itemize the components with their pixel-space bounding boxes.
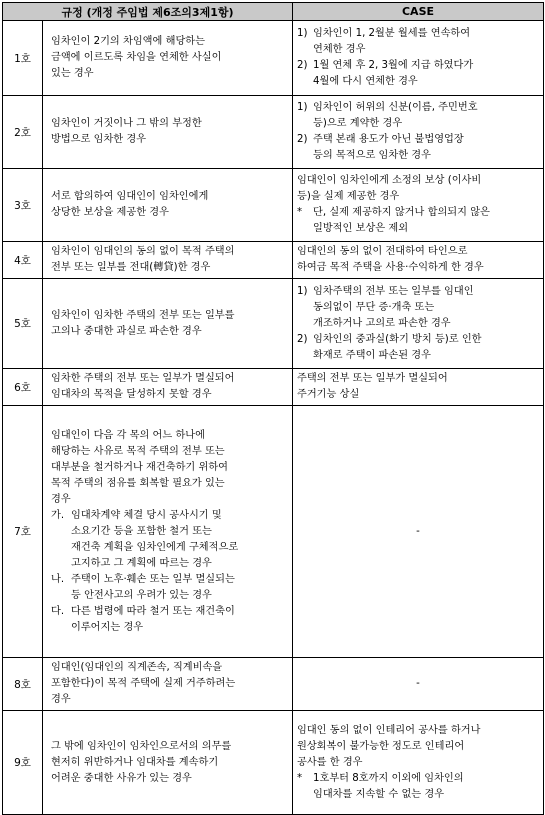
case-line: 등)으로 계약한 경우 (313, 118, 403, 129)
rule-line: 임차인이 임대인의 동의 없이 목적 주택의 (51, 246, 235, 257)
rule-line: 고지하고 그 계획에 따르는 경우 (71, 557, 212, 569)
table-row (3, 711, 544, 815)
rule-line: 목적 주택의 점유를 회복할 필요가 있는 (51, 477, 225, 489)
clause-number: 4호 (3, 242, 43, 279)
case-line: 공사를 한 경우 (297, 756, 363, 768)
case-item (297, 58, 539, 90)
table-row (3, 169, 544, 242)
case-line: 임차인이 허위의 신분(이름, 주민번호 (313, 102, 478, 113)
case-line: 원상회복이 불가능한 정도로 인테리어 (297, 740, 465, 752)
note-marker: * (297, 772, 303, 784)
note-marker: * (297, 207, 303, 218)
clause-number: 9호 (3, 711, 43, 815)
table-row (3, 406, 544, 658)
rule-line: 임차인이 2기의 차임액에 해당하는 (51, 36, 205, 47)
table-row (3, 279, 544, 369)
rule-cell (43, 279, 293, 369)
case-item (297, 332, 539, 364)
clause-number: 7호 (3, 406, 43, 658)
case-line: 4월에 다시 연체한 경우 (313, 76, 418, 87)
note-line: 단, 실제 제공하지 않거나 합의되지 않은 (313, 207, 490, 218)
case-line: 등)을 실제 제공한 경우 (297, 191, 400, 202)
case-cell (293, 279, 544, 369)
rule-line: 이루어지는 경우 (71, 621, 144, 633)
case-note (297, 771, 539, 803)
case-line: 임차주택의 전부 또는 일부를 임대인 (313, 285, 474, 297)
rule-line: 임대차의 목적을 달성하지 못할 경우 (51, 389, 212, 400)
rule-line: 경우 (51, 694, 71, 705)
case-line: 하여금 목적 주택을 사용·수익하게 한 경우 (297, 262, 484, 273)
rule-line: 현저히 위반하거나 임대차를 계속하기 (51, 756, 219, 768)
item-marker: 2) (297, 134, 308, 145)
item-marker: 2) (297, 333, 308, 345)
rule-line: 고의나 중대한 과실로 파손한 경우 (51, 325, 202, 337)
rule-cell (43, 369, 293, 406)
clause-number: 5호 (3, 279, 43, 369)
case-item (297, 132, 539, 164)
rule-cell (43, 406, 293, 658)
rule-line: 등 안전사고의 우려가 있는 경우 (71, 589, 212, 601)
rule-line: 그 밖에 임차인이 임차인으로서의 의무를 (51, 740, 232, 752)
table-row (3, 658, 544, 711)
table-row (3, 369, 544, 406)
rule-line: 임차인이 거짓이나 그 밖의 부정한 (51, 118, 202, 129)
clause-number: 1호 (3, 21, 43, 96)
note-line: 1호부터 8호까지 이외에 임차인의 (313, 772, 464, 784)
case-line: 임대인이 임차인에게 소정의 보상 (이사비 (297, 175, 482, 186)
item-marker: 나. (51, 573, 65, 585)
clause-number: 2호 (3, 96, 43, 169)
rule-cell (43, 169, 293, 242)
header-row (3, 3, 544, 21)
case-line: 화재로 주택이 파손된 경우 (313, 349, 431, 361)
rule-cell (43, 711, 293, 815)
case-item (297, 26, 539, 58)
case-line: 1월 연체 후 2, 3월에 지급 하였다가 (313, 60, 474, 71)
case-line: 주택의 전부 또는 일부가 멸실되어 (297, 373, 448, 384)
table-row (3, 21, 544, 96)
rule-line: 상당한 보상을 제공한 경우 (51, 207, 169, 218)
rule-cell (43, 96, 293, 169)
rule-line: 전부 또는 일부를 전대(轉貸)한 경우 (51, 262, 211, 273)
rule-cell (43, 242, 293, 279)
case-note (297, 205, 539, 237)
rule-line: 방법으로 임차한 경우 (51, 134, 147, 145)
rule-line: 임차한 주택의 전부 또는 일부가 멸실되어 (51, 373, 235, 384)
rule-column-header: 규정 (개정 주임법 제6조의3제1항) (3, 3, 293, 21)
case-line: 주거기능 상실 (297, 389, 360, 400)
rule-subitem (51, 572, 288, 604)
rule-line: 있는 경우 (51, 68, 94, 79)
case-cell (293, 711, 544, 815)
rule-line: 임대차계약 체결 당시 공사시기 및 (71, 509, 222, 521)
rule-cell (43, 21, 293, 96)
table-row (3, 242, 544, 279)
empty-dash: - (416, 678, 420, 689)
case-line: 임차인의 중과실(화기 방치 등)로 인한 (313, 333, 482, 345)
case-cell (293, 21, 544, 96)
case-line: 주택 본래 용도가 아닌 불법영업장 (313, 134, 464, 145)
clause-number: 3호 (3, 169, 43, 242)
rule-line: 어려운 중대한 사유가 있는 경우 (51, 772, 192, 784)
rule-line: 소요기간 등을 포함한 철거 또는 (71, 525, 212, 537)
note-line: 임대차를 지속할 수 없는 경우 (313, 788, 445, 800)
case-line: 임차인이 1, 2월분 월세를 연속하여 (313, 28, 471, 39)
rule-line: 주택이 노후·훼손 또는 일부 멸실되는 (71, 573, 235, 585)
item-marker: 다. (51, 605, 65, 617)
item-marker: 가. (51, 509, 65, 521)
clause-number: 8호 (3, 658, 43, 711)
rule-line: 해당하는 사유로 목적 주택의 전부 또는 (51, 445, 225, 457)
case-cell (293, 242, 544, 279)
item-marker: 1) (297, 28, 308, 39)
empty-dash: - (416, 525, 420, 537)
case-cell (293, 169, 544, 242)
rule-cell (43, 658, 293, 711)
case-line: 동의없이 무단 증·개축 또는 (313, 301, 435, 313)
case-line: 임대인의 동의 없이 전대하여 타인으로 (297, 246, 468, 257)
case-item (297, 100, 539, 132)
rule-line: 서로 합의하여 임대인이 임차인에게 (51, 191, 209, 202)
table-row (3, 96, 544, 169)
case-cell (293, 658, 544, 711)
rule-line: 대부분을 철거하거나 재건축하기 위하여 (51, 461, 229, 473)
clause-number: 6호 (3, 369, 43, 406)
lease-termination-table (2, 2, 544, 815)
case-cell (293, 369, 544, 406)
rule-line: 임대인(임대인의 직계존속, 직계비속을 (51, 662, 223, 673)
rule-line: 임차인이 임차한 주택의 전부 또는 일부를 (51, 309, 235, 321)
case-item (297, 284, 539, 332)
case-cell (293, 406, 544, 658)
item-marker: 2) (297, 60, 308, 71)
rule-line: 임대인이 다음 각 목의 어느 하나에 (51, 429, 205, 441)
case-line: 임대인 동의 없이 인테리어 공사를 하거나 (297, 724, 481, 736)
case-line: 개조하거나 고의로 파손한 경우 (313, 317, 451, 329)
rule-subitem (51, 604, 288, 636)
rule-line: 재건축 계획을 임차인에게 구체적으로 (71, 541, 239, 553)
rule-subitem (51, 508, 288, 572)
case-cell (293, 96, 544, 169)
rule-line: 다른 법령에 따라 철거 또는 재건축이 (71, 605, 235, 617)
case-line: 등의 목적으로 임차한 경우 (313, 150, 431, 161)
rule-line: 포함한다)이 목적 주택에 실제 거주하려는 (51, 678, 236, 689)
case-line: 연체한 경우 (313, 44, 366, 55)
item-marker: 1) (297, 285, 308, 297)
note-line: 일방적인 보상은 제외 (313, 223, 409, 234)
rule-line: 금액에 이르도록 차임을 연체한 사실이 (51, 52, 222, 63)
rule-line: 경우 (51, 493, 71, 505)
case-column-header: CASE (293, 3, 544, 21)
item-marker: 1) (297, 102, 308, 113)
